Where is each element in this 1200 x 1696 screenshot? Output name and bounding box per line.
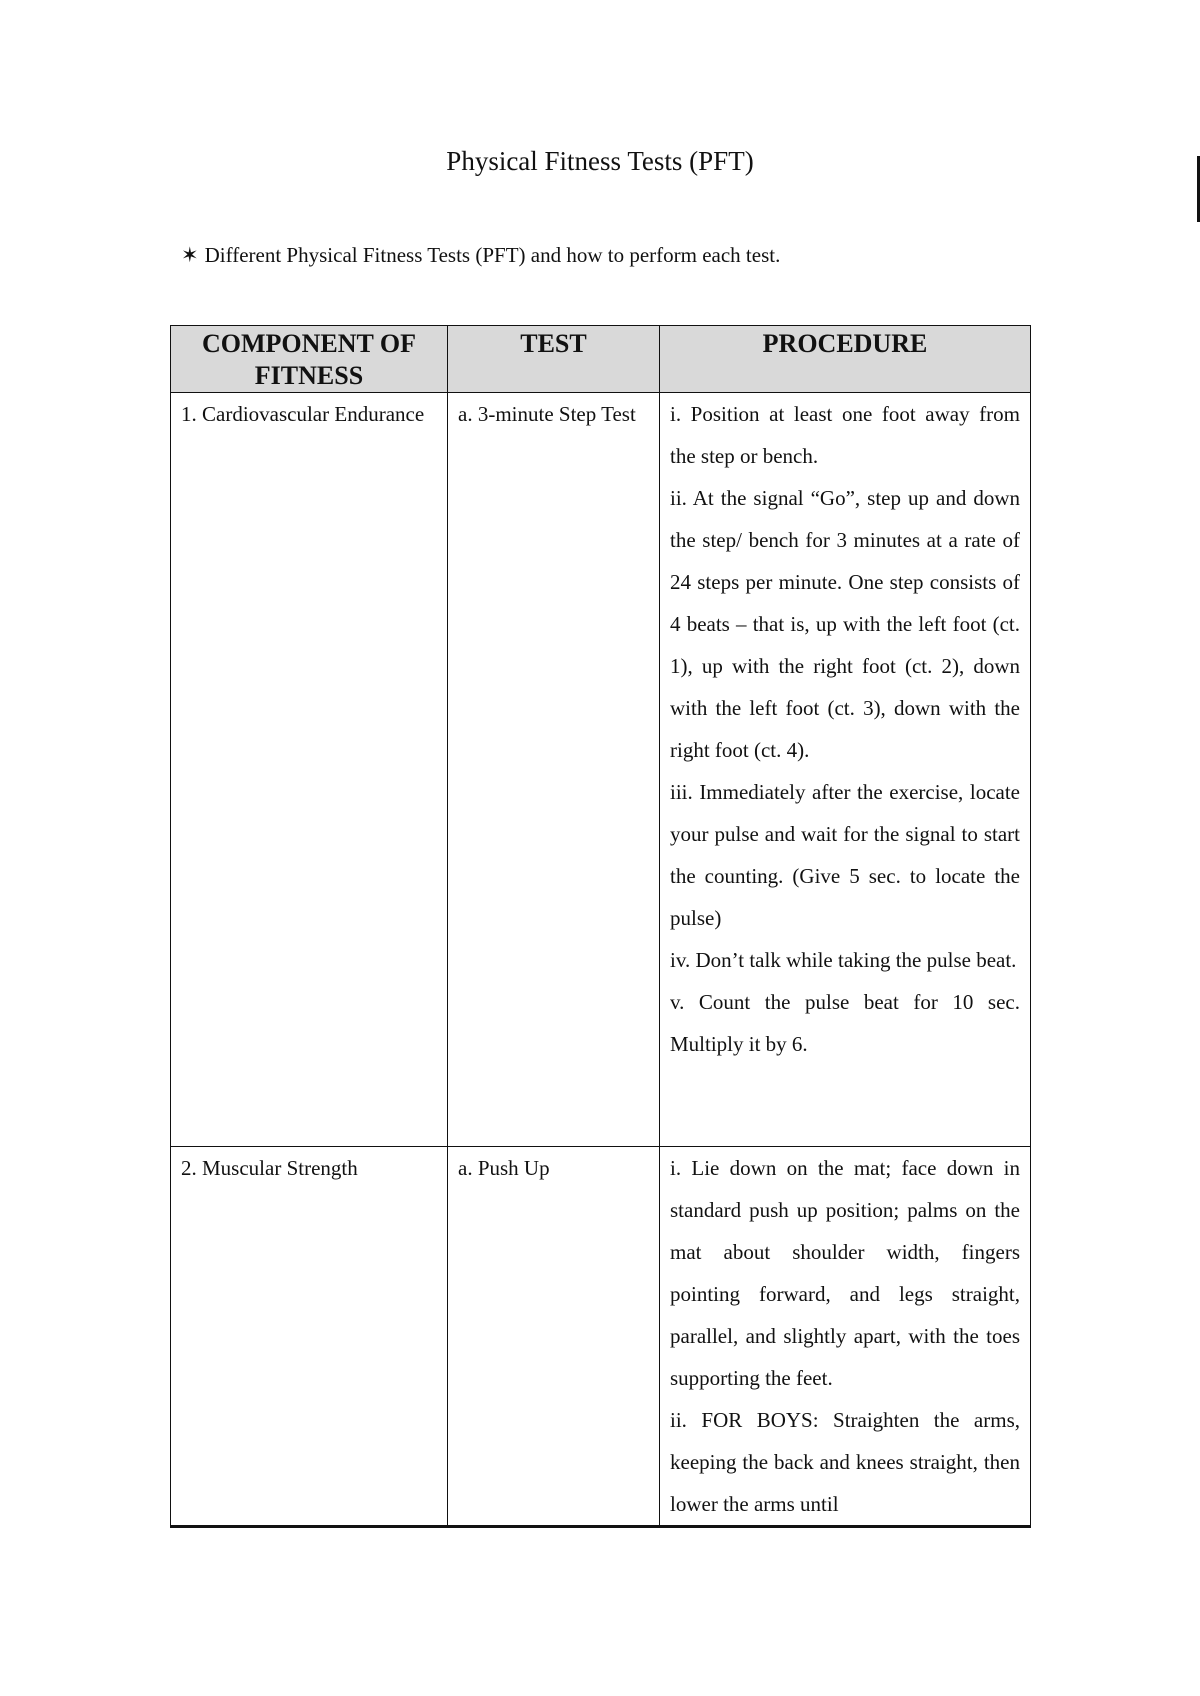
procedure-step: ii. At the signal “Go”, step up and down the step/ bench for 3 minutes at a rate of 24 steps per minute. One step consists of 4 beats – that is, up with the left foot (ct. 1), up with the right foot (ct. 2), down with the left foot (ct. 3), down with the right foot (ct. 4).: [670, 486, 1020, 762]
page-title: Physical Fitness Tests (PFT): [446, 146, 754, 176]
procedure-step: ii. FOR BOYS: Straighten the arms, keeping the back and knees straight, then lower the arms until: [670, 1408, 1020, 1516]
header-procedure: PROCEDURE: [660, 326, 1031, 393]
procedure-step: i. Lie down on the mat; face down in standard push up position; palms on the mat about shoulder width, fingers pointing forward, and legs straight, parallel, and slightly apart, with the toes supporting the feet.: [670, 1156, 1020, 1390]
table-row: [171, 1147, 1031, 1527]
procedure-step: i. Position at least one foot away from the step or bench.: [670, 402, 1020, 468]
header-test: TEST: [448, 326, 660, 393]
procedure-cell: [660, 393, 1031, 1147]
test-cell: a. Push Up: [448, 1147, 660, 1527]
header-component: COMPONENT OF FITNESS: [171, 326, 448, 393]
component-cell: 1. Cardiovascular Endurance: [171, 393, 448, 1147]
procedure-step: v. Count the pulse beat for 10 sec. Multiply it by 6.: [670, 990, 1020, 1056]
star-bullet-icon: ✶: [181, 243, 199, 267]
intro-text: Different Physical Fitness Tests (PFT) and how to perform each test.: [204, 243, 781, 267]
procedure-step: iv. Don’t talk while taking the pulse beat.: [670, 948, 1017, 972]
test-cell: a. 3-minute Step Test: [448, 393, 660, 1147]
procedure-cell: [660, 1147, 1031, 1527]
fitness-tests-table: [170, 325, 1031, 1528]
component-cell: 2. Muscular Strength: [171, 1147, 448, 1527]
table-header-row: [171, 326, 1031, 393]
procedure-step: iii. Immediately after the exercise, locate your pulse and wait for the signal to start the counting. (Give 5 sec. to locate the pulse): [670, 780, 1020, 930]
intro-text-line: [181, 243, 780, 268]
table-row: [171, 393, 1031, 1147]
